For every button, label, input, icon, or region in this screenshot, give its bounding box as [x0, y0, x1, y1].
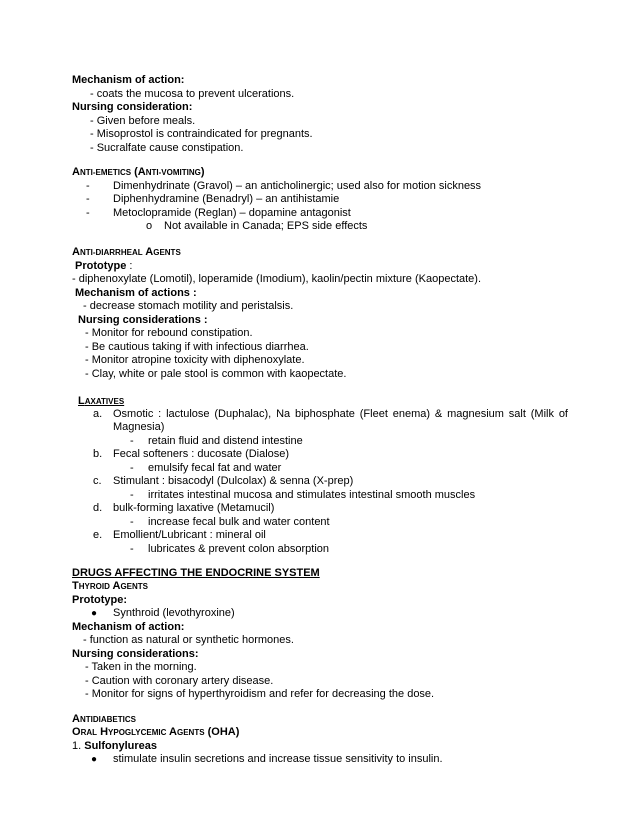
laxative-subitem: emulsify fecal fat and water — [148, 462, 282, 474]
list-marker: e. — [93, 529, 103, 541]
list-dash: - — [130, 543, 134, 555]
list-dash: - — [130, 435, 134, 447]
moa-heading: Mechanism of action: — [72, 621, 185, 633]
moa-item: - coats the mucosa to prevent ulcerations. — [90, 88, 295, 100]
bullet-icon: ● — [91, 608, 98, 619]
prototype-line: Prototype : — [75, 260, 133, 272]
oha-heading: ORAL HYPOGLYCEMIC AGENTS (OHA) — [72, 726, 240, 738]
laxative-subitem: increase fecal bulk and water content — [148, 516, 330, 528]
nursing-item: - Be cautious taking if with infectious diarrhea. — [85, 341, 309, 353]
nursing-heading: Nursing considerations : — [78, 314, 208, 326]
sulfonylureas-item: stimulate insulin secretions and increase tissue sensitivity to insulin. — [113, 753, 443, 765]
list-dash: - — [86, 207, 90, 219]
nursing-item: - Misoprostol is contraindicated for pregnants. — [90, 128, 313, 140]
laxative-item: Stimulant : bisacodyl (Dulcolax) & senna (X-prep) — [113, 475, 354, 487]
antidiabetics-heading: ANTIDIABETICS — [72, 713, 136, 725]
list-marker: c. — [93, 475, 102, 487]
sub-marker: o — [146, 220, 153, 232]
sulfonylureas-line: 1. Sulfonylureas — [72, 740, 157, 752]
moa-item: - decrease stomach motility and peristalsis. — [83, 300, 294, 312]
prototype-heading: Prototype: — [72, 594, 127, 606]
nursing-item: - Monitor for rebound constipation. — [85, 327, 253, 339]
nursing-item: - Taken in the morning. — [85, 661, 197, 673]
laxative-item: Fecal softeners : ducosate (Dialose) — [113, 448, 290, 460]
list-dash: - — [86, 180, 90, 192]
prototype-text: - diphenoxylate (Lomotil), loperamide (Imodium), kaolin/pectin mixture (Kaopectate). — [72, 273, 482, 285]
section-title: DRUGS AFFECTING THE ENDOCRINE SYSTEM — [72, 567, 320, 579]
prototype-item: Synthroid (levothyroxine) — [113, 607, 235, 619]
nursing-item: - Monitor for signs of hyperthyroidism and refer for decreasing the dose. — [85, 688, 435, 700]
list-dash: - — [130, 462, 134, 474]
bullet-icon: ● — [91, 754, 98, 765]
laxative-subitem: retain fluid and distend intestine — [148, 435, 303, 447]
laxative-item: Osmotic : lactulose (Duphalac), Na biphosphate (Fleet enema) & magnesium salt (Milk of — [113, 408, 568, 420]
nursing-heading: Nursing consideration: — [72, 101, 193, 113]
nursing-item: - Given before meals. — [90, 115, 196, 127]
list-dash: - — [130, 489, 134, 501]
moa-heading: Mechanism of action: — [72, 74, 185, 86]
list-dash: - — [130, 516, 134, 528]
nursing-item: - Sucralfate cause constipation. — [90, 142, 244, 154]
list-dash: - — [86, 193, 90, 205]
laxative-item-cont: Magnesia) — [113, 421, 165, 433]
list-marker: d. — [93, 502, 103, 514]
list-marker: a. — [93, 408, 103, 420]
nursing-item: - Clay, white or pale stool is common with kaopectate. — [85, 368, 347, 380]
moa-item: - function as natural or synthetic hormones. — [83, 634, 294, 646]
laxatives-heading: LAXATIVES — [78, 395, 125, 407]
laxative-subitem: lubricates & prevent colon absorption — [148, 543, 329, 555]
nursing-heading: Nursing considerations: — [72, 648, 199, 660]
antiemetic-item: Diphenhydramine (Benadryl) – an antihistamie — [113, 193, 340, 205]
thyroid-heading: THYROID AGENTS — [72, 580, 149, 592]
antiemetic-subitem: Not available in Canada; EPS side effects — [164, 220, 368, 232]
laxative-item: Emollient/Lubricant : mineral oil — [113, 529, 266, 541]
laxative-item: bulk-forming laxative (Metamucil) — [113, 502, 275, 514]
antidiarrheal-heading: ANTI-DIARRHEAL AGENTS — [72, 246, 181, 258]
nursing-item: - Monitor atropine toxicity with diphenoxylate. — [85, 354, 305, 366]
nursing-item: - Caution with coronary artery disease. — [85, 675, 274, 687]
list-marker: b. — [93, 448, 103, 460]
laxative-subitem: irritates intestinal mucosa and stimulates intestinal smooth muscles — [148, 489, 476, 501]
antiemetics-heading: ANTI-EMETICS (ANTI-VOMITING) — [72, 166, 205, 178]
antiemetic-item: Dimenhydrinate (Gravol) – an anticholinergic; used also for motion sickness — [113, 180, 482, 192]
moa-heading: Mechanism of actions : — [75, 287, 197, 299]
antiemetic-item: Metoclopramide (Reglan) – dopamine antagonist — [113, 207, 351, 219]
